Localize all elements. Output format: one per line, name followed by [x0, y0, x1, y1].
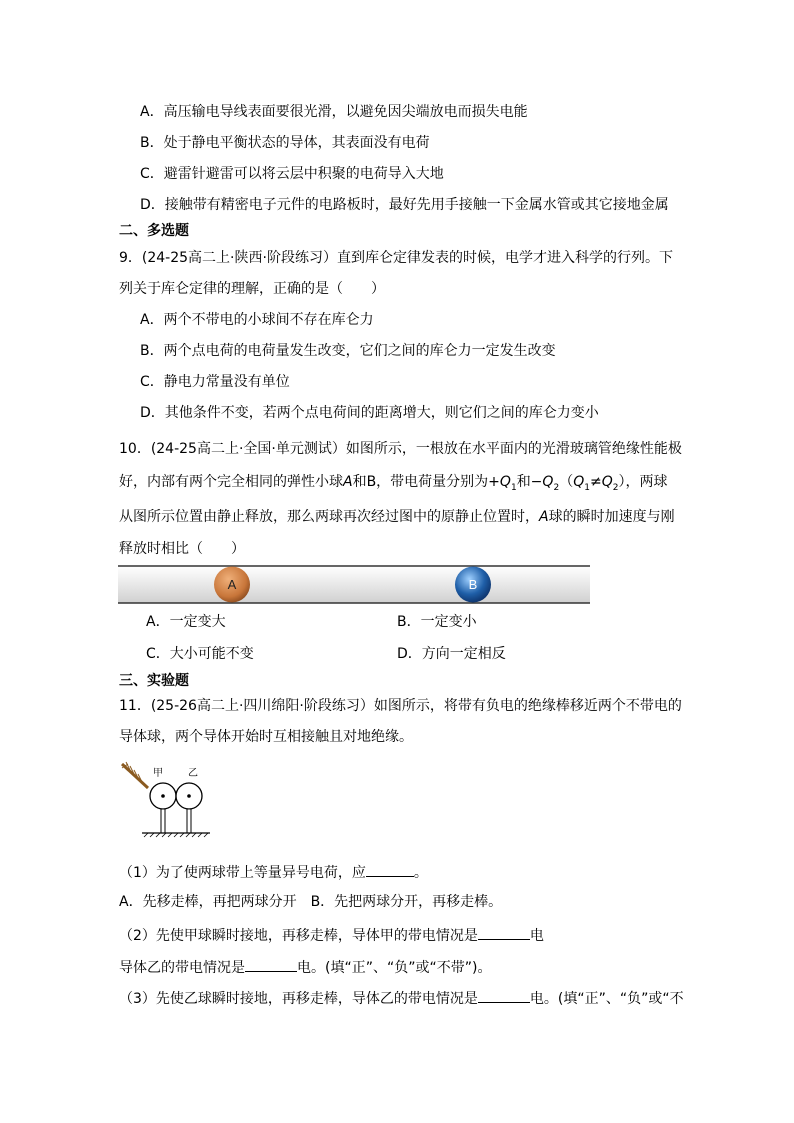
q10-stem-line1: 10．(24-25高二上·全国·单元测试）如图所示，一根放在水平面内的光滑玻璃管绝缘性能极	[119, 441, 682, 457]
ball-a-label: A	[227, 577, 237, 592]
q10-sub-1b: 1	[584, 482, 590, 493]
answer-blank-3[interactable]	[245, 957, 297, 972]
q10-option-d: D．方向一定相反	[397, 646, 506, 662]
q10-var-a2: A	[539, 509, 549, 525]
q11-sub2-line1	[119, 925, 544, 945]
stand-jia	[161, 809, 165, 833]
q10-sub-2: 2	[553, 482, 560, 493]
q10-stem-line2	[119, 473, 667, 497]
q11-sub2-unit: 电	[529, 928, 544, 944]
q11-stem-line1: 11．(25-26高二上·四川绵阳·阶段练习）如图所示，将带有负电的绝缘棒移近两个不带电的	[119, 698, 682, 714]
q10-text: 好，内部有两个完全相同的弹性小球	[119, 474, 343, 490]
label-jia: 甲	[153, 768, 163, 779]
ball-b-label: B	[468, 577, 478, 592]
q10-text: 和−	[516, 474, 543, 490]
answer-blank-2[interactable]	[478, 925, 530, 940]
q11-sub2-tail: 电。(填“正”、“负”或“不带”)。	[297, 960, 492, 976]
q10-text: （	[559, 474, 574, 490]
q8-option-d: D．接触带有精密电子元件的电路板时，最好先用手接触一下金属水管或其它接地金属	[140, 197, 669, 213]
answer-blank-4[interactable]	[478, 988, 530, 1003]
q10-var-q1: Q	[499, 474, 511, 490]
q10-text: 和B，带电荷量分别为+	[352, 474, 500, 490]
section-title-experiment: 三、实验题	[119, 673, 189, 689]
q9-option-d: D．其他条件不变，若两个点电荷间的距离增大，则它们之间的库仑力变小	[140, 405, 599, 421]
q10-option-c: C．大小可能不变	[146, 646, 254, 662]
q8-option-b: B．处于静电平衡状态的导体，其表面没有电荷	[140, 135, 430, 151]
q11-sub3-tail: 电。(填“正”、“负”或“不	[529, 991, 684, 1007]
q11-sub1-end: 。	[413, 865, 428, 881]
q10-stem-line3	[119, 508, 675, 526]
q11-sub1-text: （1）为了使两球带上等量异号电荷，应	[119, 865, 366, 881]
q8-option-a: A．高压输电导线表面要很光滑，以避免因尖端放电而损失电能	[140, 104, 528, 120]
q10-text: ），两球	[618, 474, 668, 490]
sphere-yi-center	[187, 794, 191, 798]
q9-stem-line1: 9．(24-25高二上·陕西·阶段练习）直到库仑定律发表的时候，电学才进入科学的行列。下	[119, 250, 673, 266]
q10-sub-1: 1	[510, 482, 517, 493]
q8-option-c: C．避雷针避雷可以将云层中积聚的电荷导入大地	[140, 166, 444, 182]
q10-var-q2b: Q	[601, 474, 613, 490]
q11-sub2-text2: 导体乙的带电情况是	[119, 960, 245, 976]
q10-text: 从图所示位置由静止释放，那么两球再次经过图中的原静止位置时，	[119, 509, 539, 525]
q11-sub2-text: （2）先使甲球瞬时接地，再移走棒，导体甲的带电情况是	[119, 928, 478, 944]
label-yi: 乙	[188, 768, 198, 779]
q9-stem-line2: 列关于库仑定律的理解，正确的是（ ）	[119, 281, 385, 297]
q9-option-c: C．静电力常量没有单位	[140, 374, 290, 390]
answer-blank-1[interactable]	[366, 862, 414, 877]
sphere-jia-center	[161, 794, 165, 798]
q9-option-a: A．两个不带电的小球间不存在库仑力	[140, 312, 374, 328]
glass-tube	[118, 566, 590, 603]
q9-option-b: B．两个点电荷的电荷量发生改变，它们之间的库仑力一定发生改变	[140, 343, 556, 359]
q11-sub1-options: A．先移走棒，再把两球分开 B．先把两球分开，再移走棒。	[119, 894, 503, 910]
stand-yi	[187, 809, 191, 833]
q10-option-b: B．一定变小	[397, 614, 477, 630]
q10-stem-line4: 释放时相比（ ）	[119, 541, 245, 557]
q11-stem-line2: 导体球，两个导体开始时互相接触且对地绝缘。	[119, 729, 413, 745]
q10-sub-2b: 2	[612, 482, 619, 493]
q11-sub3-text: （3）先使乙球瞬时接地，再移走棒，导体乙的带电情况是	[119, 991, 478, 1007]
tube-figure	[118, 562, 594, 608]
section-title-multiple-choice: 二、多选题	[119, 223, 189, 239]
q10-var-q1b: Q	[573, 474, 585, 490]
q10-var-a: A	[343, 474, 353, 490]
conductor-figure	[118, 758, 218, 840]
q11-sub3	[119, 988, 684, 1008]
q10-var-q2: Q	[542, 474, 554, 490]
q11-sub1	[119, 862, 428, 882]
q10-option-a: A．一定变大	[146, 614, 226, 630]
q11-sub2-line2	[119, 957, 491, 977]
q10-neq: ≠	[589, 474, 602, 490]
q10-text: 球的瞬时加速度与刚	[548, 509, 675, 525]
charged-rod	[122, 762, 148, 788]
